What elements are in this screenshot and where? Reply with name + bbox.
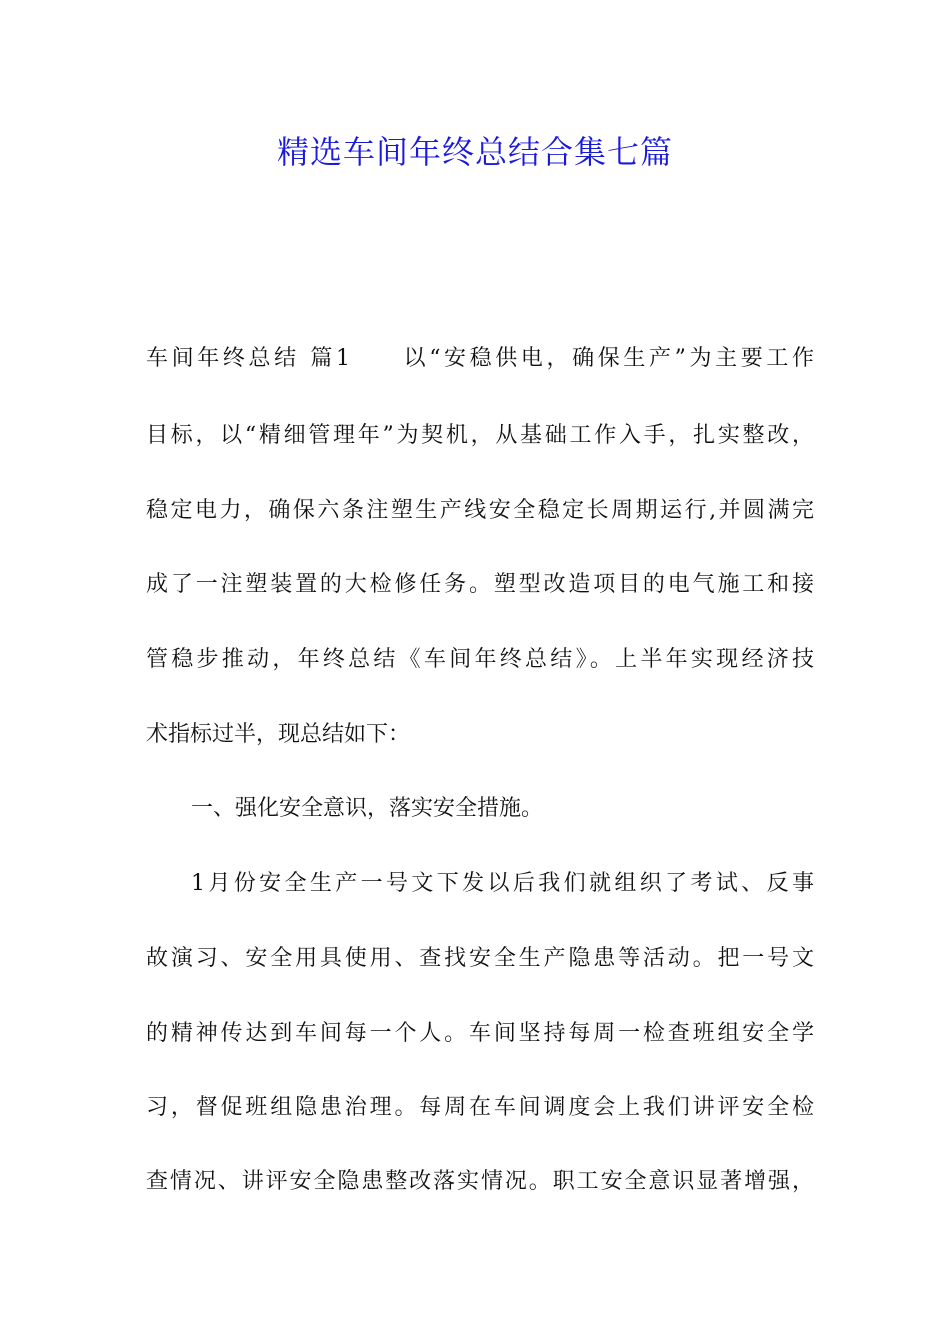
paragraph-text: 以“安稳供电，确保生产”为主要工作 [399, 346, 814, 371]
paragraph-line-8: 故演习、安全用具使用、查找安全生产隐患等活动。把一号文 [146, 946, 814, 971]
paragraph-line-5: 管稳步推动，年终总结《车间年终总结》。上半年实现经济技 [146, 647, 814, 672]
paragraph-line-3: 稳定电力，确保六条注塑生产线安全稳定长周期运行,并圆满完 [146, 498, 814, 523]
section-label: 车间年终总结 篇1 [146, 346, 350, 371]
paragraph-line-7: 1月份安全生产一号文下发以后我们就组织了考试、反事 [191, 871, 814, 896]
section-heading: 一、强化安全意识，落实安全措施。 [191, 796, 544, 821]
paragraph-line-1 [146, 344, 814, 374]
paragraph-line-2: 目标，以“精细管理年”为契机，从基础工作入手，扎实整改， [146, 423, 814, 448]
paragraph-line-10: 习，督促班组隐患治理。每周在车间调度会上我们讲评安全检 [146, 1095, 814, 1120]
paragraph-line-4: 成了一注塑装置的大检修任务。塑型改造项目的电气施工和接 [146, 572, 814, 597]
paragraph-line-11: 查情况、讲评安全隐患整改落实情况。职工安全意识显著增强， [146, 1169, 814, 1194]
document-title: 精选车间年终总结合集七篇 [276, 133, 673, 171]
paragraph-line-9: 的精神传达到车间每一个人。车间坚持每周一检查班组安全学 [146, 1021, 814, 1046]
paragraph-line-6: 术指标过半，现总结如下： [146, 722, 411, 747]
